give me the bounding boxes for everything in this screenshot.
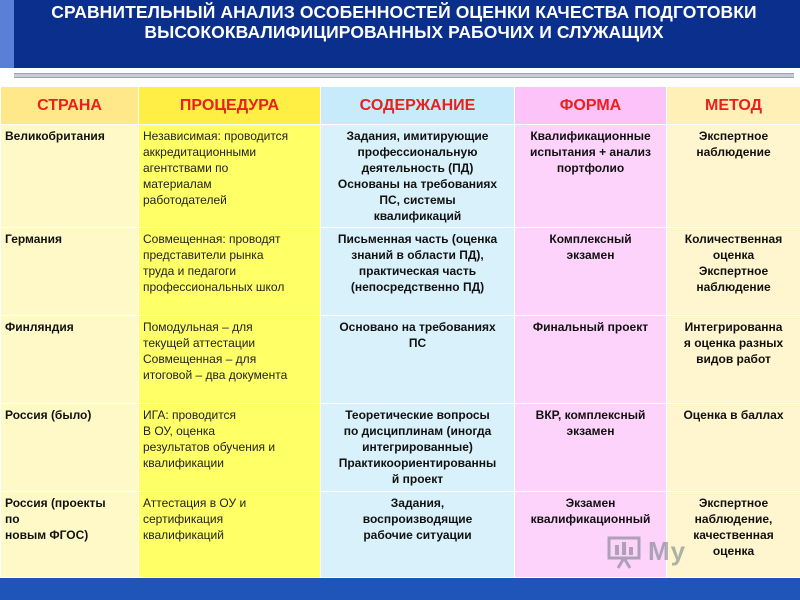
cell-country: Россия (было) bbox=[5, 408, 92, 422]
column-header-content: СОДЕРЖАНИЕ bbox=[321, 87, 515, 125]
cell-country: Великобритания bbox=[5, 129, 105, 143]
cell-procedure: ИГА: проводится В ОУ, оценка результатов обучения и квалификации bbox=[143, 408, 276, 470]
slide-title: СРАВНИТЕЛЬНЫЙ АНАЛИЗ ОСОБЕННОСТЕЙ ОЦЕНКИ КАЧЕСТВА ПОДГОТОВКИ ВЫСОКОКВАЛИФИЦИРОВАННЫХ РАБОЧИХ И СЛУЖАЩИХ bbox=[51, 2, 757, 42]
table-row bbox=[1, 125, 800, 228]
footer-bar bbox=[0, 578, 800, 600]
cell-content: Задания, воспроизводящие рабочие ситуации bbox=[362, 496, 473, 542]
cell-content: Теоретические вопросы по дисциплинам (иногда интегрированные) Практикоориентированны й проект bbox=[338, 408, 497, 486]
table-row bbox=[1, 492, 800, 578]
cell-method: Количественная оценка Экспертное наблюдение bbox=[684, 232, 783, 294]
cell-form: Экзамен квалификационный bbox=[530, 496, 651, 526]
watermark-text: My bbox=[648, 536, 687, 566]
cell-country: Россия (проекты по новым ФГОС) bbox=[5, 496, 106, 542]
cell-procedure: Помодульная – для текущей аттестации Совмещенная – для итоговой – два документа bbox=[143, 320, 288, 382]
table-row bbox=[1, 228, 800, 316]
table-row bbox=[1, 316, 800, 404]
column-header-form: ФОРМА bbox=[515, 87, 667, 125]
cell-procedure: Совмещенная: проводят представители рынка труда и педагоги профессиональных школ bbox=[143, 232, 285, 294]
cell-content: Задания, имитирующие профессиональную деятельность (ПД) Основаны на требованиях ПС, системы квалификаций bbox=[337, 129, 498, 223]
cell-content: Письменная часть (оценка знаний в области ПД), практическая часть (непосредственно ПД) bbox=[337, 232, 498, 294]
cell-form: Квалификационные испытания + анализ портфолио bbox=[530, 129, 651, 175]
cell-procedure: Независимая: проводится аккредитационными агентствами по материалам работодателей bbox=[143, 129, 289, 207]
cell-method: Оценка в баллах bbox=[683, 408, 784, 422]
cell-method: Экспертное наблюдение, качественная оценка bbox=[693, 496, 774, 558]
table-row bbox=[1, 404, 800, 492]
cell-country: Финляндия bbox=[5, 320, 74, 334]
cell-method: Экспертное наблюдение bbox=[696, 129, 771, 159]
column-header-procedure: ПРОЦЕДУРА bbox=[139, 87, 321, 125]
divider-rule bbox=[14, 73, 794, 78]
title-bar-accent bbox=[0, 0, 14, 68]
comparison-table bbox=[0, 86, 800, 578]
column-header-country: СТРАНА bbox=[1, 87, 139, 125]
cell-country: Германия bbox=[5, 232, 63, 246]
column-header-method: МЕТОД bbox=[667, 87, 800, 125]
cell-content: Основано на требованиях ПС bbox=[339, 320, 496, 350]
cell-form: ВКР, комплексный экзамен bbox=[535, 408, 646, 438]
cell-procedure: Аттестация в ОУ и сертификация квалификаций bbox=[143, 496, 247, 542]
cell-method: Интегрированна я оценка разных видов работ bbox=[683, 320, 784, 366]
cell-form: Комплексный экзамен bbox=[549, 232, 632, 262]
table-header-row bbox=[1, 87, 800, 125]
cell-form: Финальный проект bbox=[532, 320, 649, 334]
title-bar bbox=[0, 0, 800, 68]
